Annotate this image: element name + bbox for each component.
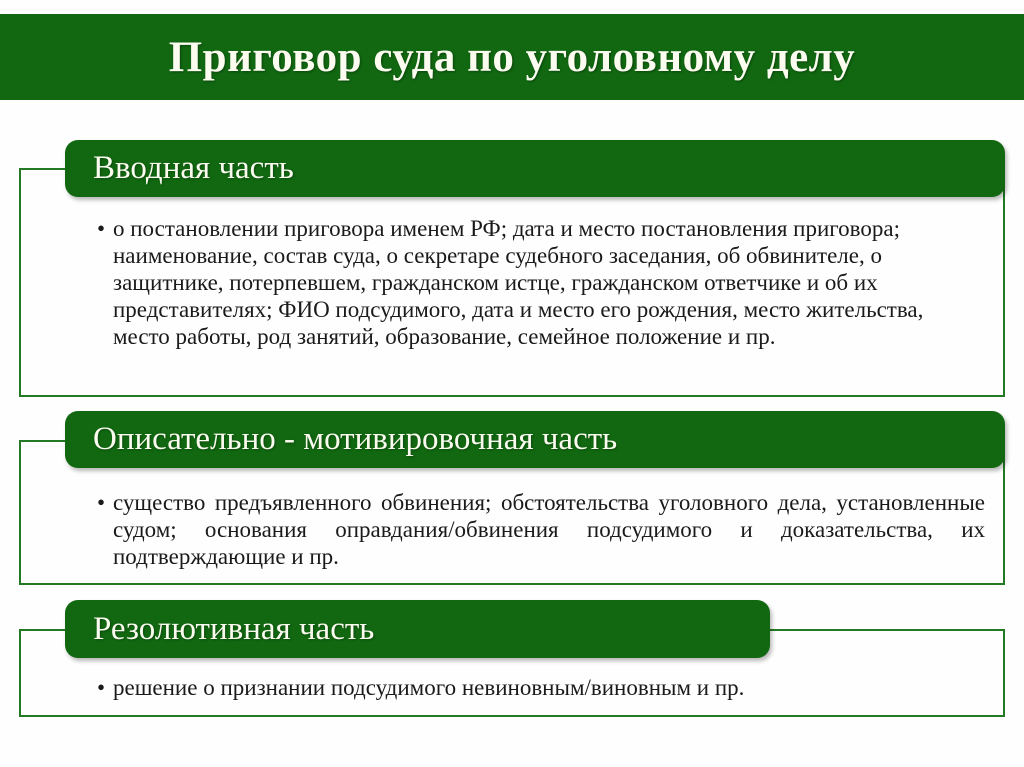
- section-bullet-list: [99, 215, 985, 350]
- bullet-marker: •: [97, 216, 106, 241]
- list-item: [99, 489, 985, 570]
- section-header-bar: [65, 411, 1005, 468]
- bullet-marker: •: [97, 490, 106, 515]
- section-header-label: Резолютивная часть: [93, 610, 375, 647]
- section-header-label: Вводная часть: [93, 150, 294, 186]
- section-header-bar: [65, 140, 1005, 197]
- bullet-text: решение о признании подсудимого невиновным/виновным и пр.: [113, 675, 745, 700]
- section-header-label: Описательно - мотивировочная часть: [93, 421, 618, 457]
- bullet-marker: •: [97, 675, 106, 700]
- bullet-text: о постановлении приговора именем РФ; дата и место постановления приговора; наименование, состав суда, о секретаре судебного заседания, об обвинителе, о защитнике, потерпевшем, гражданском истце, гражданском ответчике и об их представителях; ФИО подсудимого, дата и место его рождения, место жительства, место работы, род занятий, образование, семейное положение и пр.: [113, 216, 924, 349]
- title-band: [0, 14, 1024, 100]
- slide-title: Приговор суда по уголовному делу: [168, 33, 856, 81]
- section-bullet-list: [99, 489, 985, 570]
- section-bullet-list: [99, 674, 985, 701]
- list-item: [99, 674, 985, 701]
- list-item: [99, 215, 985, 350]
- bullet-text: существо предъявленного обвинения; обстоятельства уголовного дела, установленные судом; основания оправдания/обвинения подсудимого и доказательства, их подтверждающие и пр.: [113, 490, 985, 569]
- section-header-bar: [65, 600, 770, 658]
